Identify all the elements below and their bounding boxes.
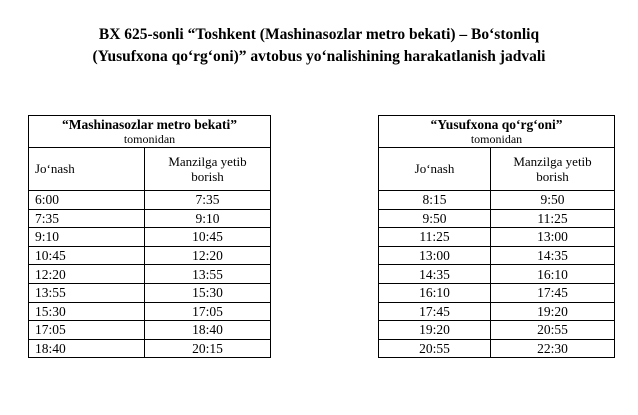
table-header-subtitle: tomonidan [123,132,176,146]
column-header-arrival [145,148,271,191]
column-header-arrival [491,148,615,191]
column-header-arrival-line-1: Manzilga yetib [513,154,592,169]
departure-time: 13:55 [29,283,145,302]
arrival-time: 14:35 [491,246,615,265]
table-header [29,116,271,148]
table-row [379,321,615,340]
arrival-time: 18:40 [145,321,271,340]
table-row [29,209,271,228]
arrival-time: 20:15 [145,339,271,358]
departure-time: 9:10 [29,228,145,247]
arrival-time: 10:45 [145,228,271,247]
page-title [0,24,638,68]
table-header [379,116,615,148]
table-row [29,283,271,302]
departure-time: 17:45 [379,302,491,321]
arrival-time: 9:10 [145,209,271,228]
departure-time: 9:50 [379,209,491,228]
departure-time: 14:35 [379,265,491,284]
table-row [29,265,271,284]
arrival-time: 13:55 [145,265,271,284]
table-row [29,228,271,247]
departure-time: 11:25 [379,228,491,247]
departure-time: 20:55 [379,339,491,358]
table-row [29,321,271,340]
departure-time: 15:30 [29,302,145,321]
arrival-time: 7:35 [145,191,271,210]
column-header-departure: Jo‘nash [29,148,145,191]
table-row [379,283,615,302]
page-title-line-2: (Yusufxona qo‘rg‘oni)” avtobus yo‘nalishining harakatlanish jadvali [92,48,546,65]
arrival-time: 19:20 [491,302,615,321]
table-row [29,339,271,358]
arrival-time: 13:00 [491,228,615,247]
departure-time: 13:00 [379,246,491,265]
table-row [379,209,615,228]
departure-time: 12:20 [29,265,145,284]
arrival-time: 15:30 [145,283,271,302]
table-row [379,228,615,247]
table-header-title: “Mashinasozlar metro bekati” [62,117,237,132]
departure-time: 19:20 [379,321,491,340]
table-row [29,191,271,210]
arrival-time: 16:10 [491,265,615,284]
table-row [29,246,271,265]
column-header-departure: Jo‘nash [379,148,491,191]
column-header-arrival-line-2: borish [536,169,569,184]
arrival-time: 12:20 [145,246,271,265]
departure-time: 8:15 [379,191,491,210]
departure-time: 18:40 [29,339,145,358]
arrival-time: 17:05 [145,302,271,321]
arrival-time: 22:30 [491,339,615,358]
table-row [379,339,615,358]
table-row [379,191,615,210]
departure-time: 7:35 [29,209,145,228]
departure-time: 17:05 [29,321,145,340]
column-header-arrival-line-1: Manzilga yetib [168,154,247,169]
departure-time: 10:45 [29,246,145,265]
arrival-time: 9:50 [491,191,615,210]
schedule-table-yusufxona [378,115,615,358]
arrival-time: 11:25 [491,209,615,228]
departure-time: 6:00 [29,191,145,210]
table-row [379,265,615,284]
column-header-arrival-line-2: borish [191,169,224,184]
arrival-time: 17:45 [491,283,615,302]
arrival-time: 20:55 [491,321,615,340]
schedule-table-mashinasozlar [28,115,271,358]
table-row [29,302,271,321]
table-row [379,246,615,265]
departure-time: 16:10 [379,283,491,302]
table-row [379,302,615,321]
page-title-line-1: BX 625-sonli “Toshkent (Mashinasozlar metro bekati) – Bo‘stonliq [98,26,540,43]
table-header-title: “Yusufxona qo‘rg‘oni” [430,117,563,132]
table-header-subtitle: tomonidan [470,132,523,146]
